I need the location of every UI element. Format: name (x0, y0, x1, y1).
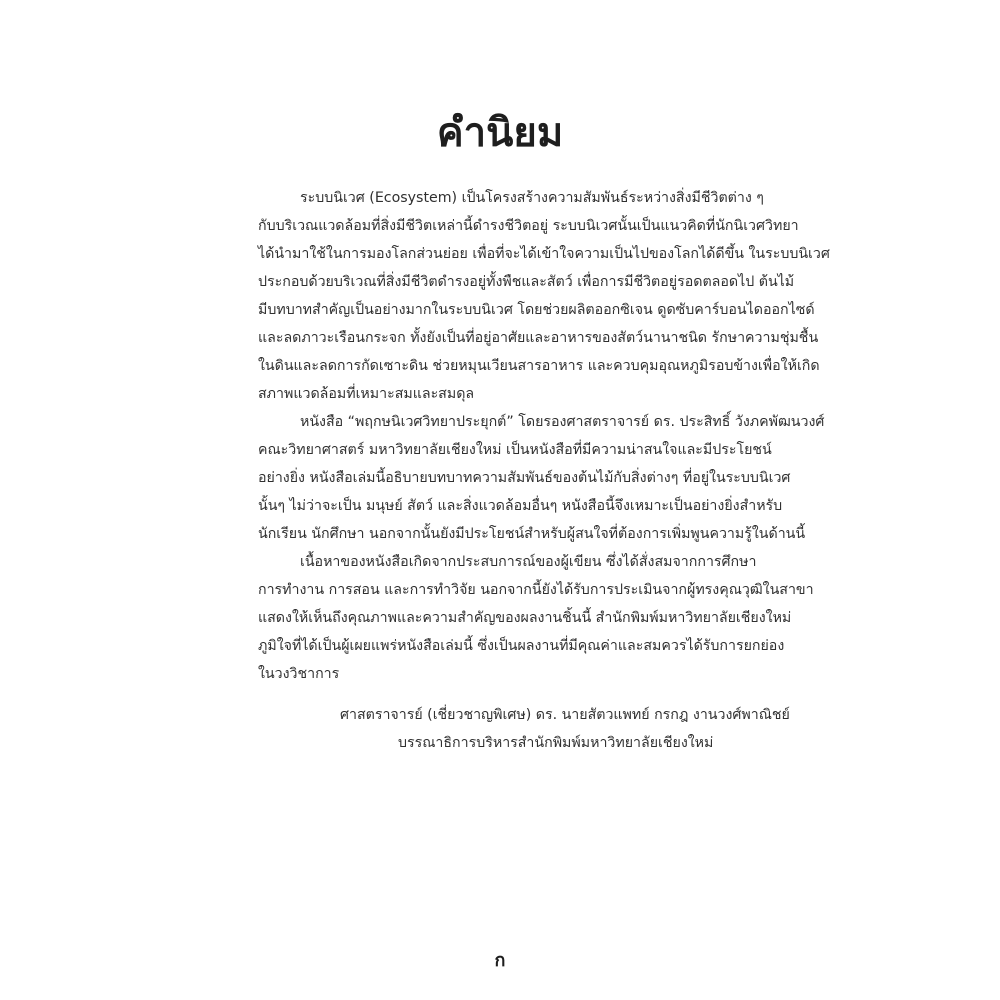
paragraph-2-line-2: คณะวิทยาศาสตร์ มหาวิทยาลัยเชียงใหม่ เป็นหนังสือที่มีความน่าสนใจและมีประโยชน์ (258, 442, 772, 458)
paragraph-2-line-5: นักเรียน นักศึกษา นอกจากนั้นยังมีประโยชน์สำหรับผู้สนใจที่ต้องการเพิ่มพูนความรู้ในด้านนี้ (258, 526, 806, 542)
paragraph-1-line-2: กับบริเวณแวดล้อมที่สิ่งมีชีวิตเหล่านี้ดำรงชีวิตอยู่ ระบบนิเวศนั้นเป็นแนวคิดที่นักนิเวศวิทยา (258, 218, 799, 234)
paragraph-1-line-1: ระบบนิเวศ (Ecosystem) เป็นโครงสร้างความสัมพันธ์ระหว่างสิ่งมีชีวิตต่าง ๆ (300, 190, 764, 206)
paragraph-1-line-8: สภาพแวดล้อมที่เหมาะสมและสมดุล (258, 386, 475, 402)
paragraph-2-line-1: หนังสือ “พฤกษนิเวศวิทยาประยุกต์” โดยรองศาสตราจารย์ ดร. ประสิทธิ์ วังภคพัฒนวงศ์ (300, 414, 825, 430)
signature-position: บรรณาธิการบริหารสำนักพิมพ์มหาวิทยาลัยเชียงใหม่ (398, 735, 714, 751)
paragraph-1-line-6: และลดภาวะเรือนกระจก ทั้งยังเป็นที่อยู่อาศัยและอาหารของสัตว์นานาชนิด รักษาความชุ่มชื้น (258, 330, 819, 346)
paragraph-3-line-2: การทำงาน การสอน และการทำวิจัย นอกจากนี้ยังได้รับการประเมินจากผู้ทรงคุณวุฒิในสาขา (258, 582, 814, 598)
paragraph-3-line-1: เนื้อหาของหนังสือเกิดจากประสบการณ์ของผู้เขียน ซึ่งได้สั่งสมจากการศึกษา (300, 554, 757, 570)
paragraph-1-line-7: ในดินและลดการกัดเซาะดิน ช่วยหมุนเวียนสารอาหาร และควบคุมอุณหภูมิรอบข้างเพื่อให้เกิด (258, 358, 820, 374)
paragraph-3-line-4: ภูมิใจที่ได้เป็นผู้เผยแพร่หนังสือเล่มนี้ ซึ่งเป็นผลงานที่มีคุณค่าและสมควรได้รับการยกย่อง (258, 638, 785, 654)
page-title: คำนิยม (436, 110, 564, 156)
paragraph-1-line-3: ได้นำมาใช้ในการมองโลกส่วนย่อย เพื่อที่จะได้เข้าใจความเป็นไปของโลกได้ดีขึ้น ในระบบนิเวศ (258, 246, 830, 262)
paragraph-1-line-5: มีบทบาทสำคัญเป็นอย่างมากในระบบนิเวศ โดยช่วยผลิตออกซิเจน ดูดซับคาร์บอนไดออกไซด์ (258, 302, 815, 318)
paragraph-1-line-4: ประกอบด้วยบริเวณที่สิ่งมีชีวิตดำรงอยู่ทั้งพืชและสัตว์ เพื่อการมีชีวิตอยู่รอดตลอดไป ต้นไม้ (258, 274, 795, 290)
signature-name: ศาสตราจารย์ (เชี่ยวชาญพิเศษ) ดร. นายสัตวแพทย์ กรกฎ งานวงศ์พาณิชย์ (340, 707, 790, 723)
paragraph-2-line-4: นั้นๆ ไม่ว่าจะเป็น มนุษย์ สัตว์ และสิ่งแวดล้อมอื่นๆ หนังสือนี้จึงเหมาะเป็นอย่างยิ่งสำหรับ (258, 498, 783, 514)
paragraph-3-line-5: ในวงวิชาการ (258, 666, 340, 682)
paragraph-2-line-3: อย่างยิ่ง หนังสือเล่มนี้อธิบายบทบาทความสัมพันธ์ของต้นไม้กับสิ่งต่างๆ ที่อยู่ในระบบนิเวศ (258, 470, 791, 486)
page-number: ก (494, 950, 506, 971)
paragraph-3-line-3: แสดงให้เห็นถึงคุณภาพและความสำคัญของผลงานชิ้นนี้ สำนักพิมพ์มหาวิทยาลัยเชียงใหม่ (258, 610, 792, 626)
